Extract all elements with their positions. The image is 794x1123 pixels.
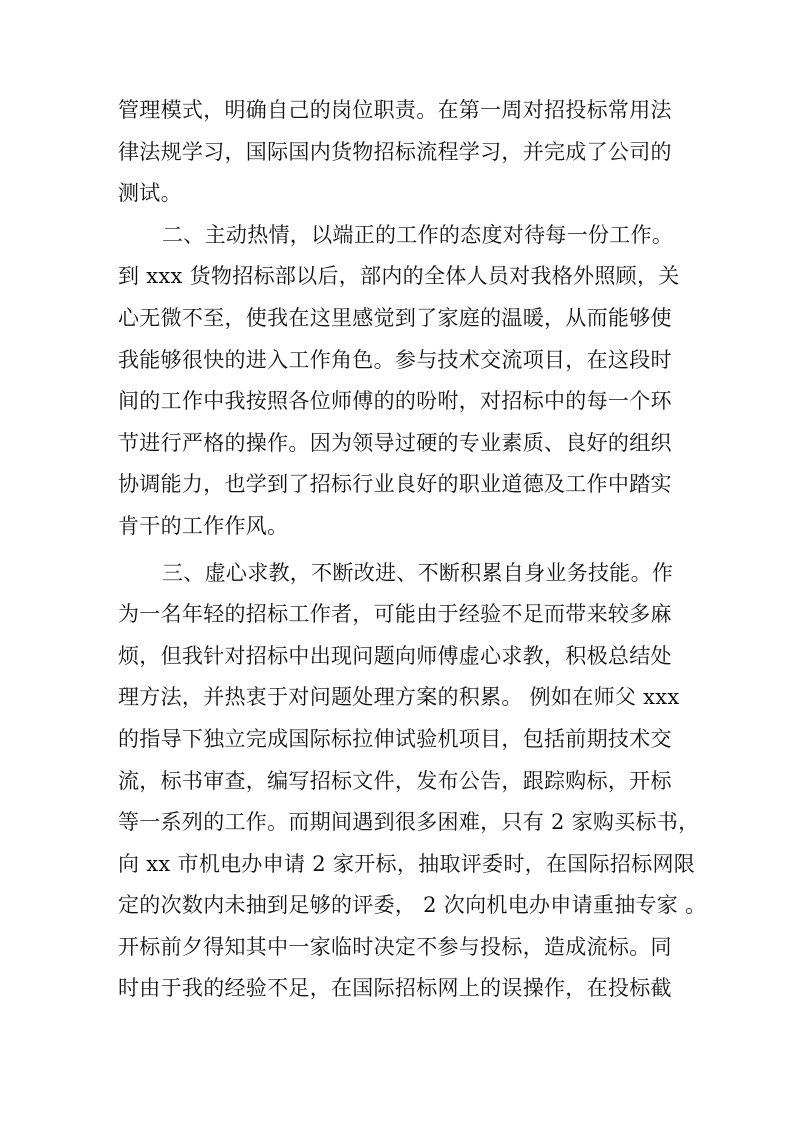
- text-line: 流，标书审查，编写招标文件，发布公告，跟踪购标，开标: [118, 768, 672, 793]
- text-line: 烦，但我针对招标中出现问题向师傅虚心求教，积极总结处: [118, 643, 672, 668]
- text-line: 的指导下独立完成国际标拉伸试验机项目，包括前期技术交: [118, 726, 672, 751]
- paragraph-heading-line: 二、主动热情，以端正的工作的态度对待每一份工作。: [162, 222, 674, 247]
- text-line: 测试。: [118, 181, 182, 206]
- text-line: 心无微不至，使我在这里感觉到了家庭的温暖，从而能够使: [118, 305, 672, 330]
- paragraph-heading-line: 三、虚心求教，不断改进、不断积累自身业务技能。作: [162, 560, 674, 585]
- text-line: 我能够很快的进入工作角色。参与技术交流项目，在这段时: [118, 347, 672, 372]
- text-line: 等一系列的工作。而期间遇到很多困难，只有 2 家购买标书，: [118, 810, 700, 835]
- text-line: 律法规学习，国际国内货物招标流程学习，并完成了公司的: [118, 139, 672, 164]
- text-line: 节进行严格的操作。因为领导过硬的专业素质、良好的组织: [118, 430, 672, 455]
- text-line: 肯干的工作作风。: [118, 513, 289, 538]
- text-line: 为一名年轻的招标工作者，可能由于经验不足而带来较多麻: [118, 602, 672, 627]
- text-line: 间的工作中我按照各位师傅的的吩咐，对招标中的每一个环: [118, 389, 672, 414]
- text-line: 开标前夕得知其中一家临时决定不参与投标，造成流标。同: [118, 934, 672, 959]
- text-line: 协调能力，也学到了招标行业良好的职业道德及工作中踏实: [118, 472, 672, 497]
- text-line: 时由于我的经验不足，在国际招标网上的误操作，在投标截: [118, 976, 672, 1001]
- text-line: 理方法，并热衷于对问题处理方案的积累。 例如在师父 xxx: [118, 685, 680, 710]
- text-line: 定的次数内未抽到足够的评委， 2 次向机电办申请重抽专家 。: [118, 893, 707, 918]
- document-body: [118, 90, 707, 1010]
- text-line: 向 xx 市机电办申请 2 家开标，抽取评委时，在国际招标网限: [118, 851, 696, 876]
- text-line: 到 xxx 货物招标部以后，部内的全体人员对我格外照顾，关: [118, 264, 680, 289]
- text-line: 管理模式，明确自己的岗位职责。在第一周对招投标常用法: [118, 98, 672, 122]
